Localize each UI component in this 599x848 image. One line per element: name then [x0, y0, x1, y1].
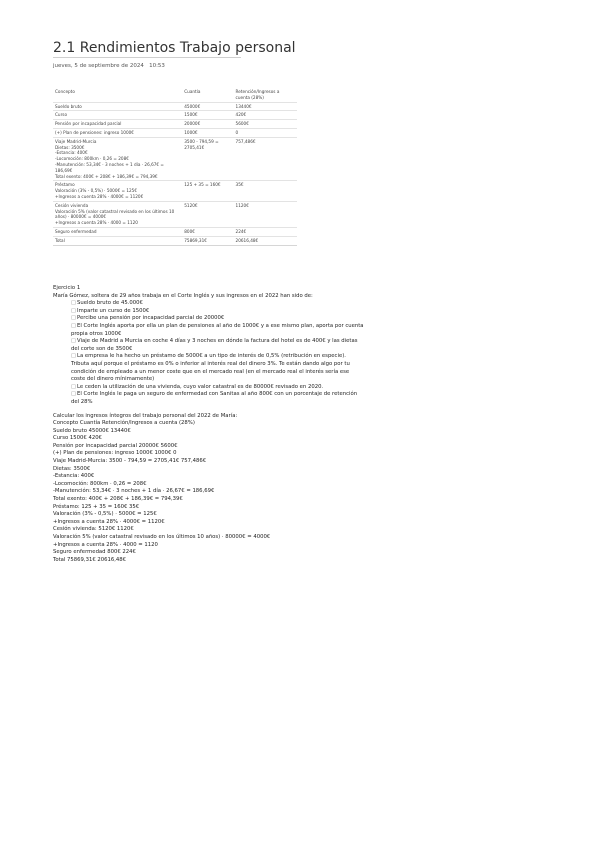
calculation-line: Sueldo bruto 45000€ 13440€	[53, 427, 131, 434]
cell-line: -Manutención: 53,34€ · 3 noches + 1 día · 26,67€ = 186,69€	[55, 161, 164, 173]
table-row	[53, 137, 297, 181]
calculation-line: Curso 1500€ 420€	[53, 435, 102, 442]
cell-line: -Estancia: 400€	[55, 150, 88, 156]
bullet-marker-icon: □	[71, 307, 77, 314]
table-row	[53, 227, 297, 236]
time-text: 10:53	[149, 63, 165, 69]
calculation-line: +Ingresos a cuenta 28% · 4000 = 1120	[53, 541, 158, 548]
cell-concepto	[53, 120, 182, 129]
bullet-marker-icon: □	[71, 353, 77, 360]
bullet-text: Le ceden la utilización de una vivienda, cuyo valor catastral es de 80000€ revisado en 2020.	[77, 383, 324, 390]
exercise-intro: María Gómez, soltera de 29 años trabaja en el Corte Inglés y sus ingresos en el 2022 han sido de:	[53, 292, 313, 299]
bullet-marker-icon: □	[71, 322, 77, 329]
calculation-line: Pensión por incapacidad parcial 20000€ 5600€	[53, 442, 178, 449]
date-text: jueves, 5 de septiembre de 2024	[53, 63, 144, 69]
cell-retencion: 0	[234, 128, 297, 137]
calculation-line: Viaje Madrid-Murcia: 3500 - 794,59 = 2705,41€ 757,486€	[53, 458, 207, 465]
cell-line: Seguro enfermedad	[55, 228, 97, 234]
calculation-line: -Locomoción: 800km · 0,26 = 208€	[53, 480, 147, 487]
cell-cuantia: 1000€	[182, 128, 233, 137]
cell-line: -Locomoción: 800km · 0,26 = 208€	[55, 156, 129, 162]
cell-cuantia: 1500€	[182, 111, 233, 120]
cell-line: Total exento: 400€ + 208€ + 186,39€ = 794,39€	[55, 173, 158, 179]
cell-concepto	[53, 181, 182, 201]
page-title: 2.1 Rendimientos Trabajo personal	[53, 40, 296, 56]
summary-table	[53, 88, 297, 246]
cell-line: +Ingresos a cuenta 28% · 4000€ = 1120€	[55, 193, 144, 199]
cell-cuantia: 75869,31€	[182, 236, 233, 245]
col-header-concepto: Concepto	[55, 89, 75, 94]
table-row	[53, 236, 297, 245]
bullet-item	[71, 338, 365, 353]
bullet-item	[71, 353, 365, 383]
calculation-line: -Estancia: 400€	[53, 473, 95, 480]
cell-line: Viaje Madrid-Murcia	[55, 138, 97, 144]
bullet-marker-icon: □	[71, 391, 77, 398]
cell-retencion: 35€	[234, 181, 297, 201]
cell-cuantia: 45000€	[182, 102, 233, 111]
bullet-item	[71, 323, 365, 338]
cell-concepto	[53, 227, 182, 236]
bullet-marker-icon: □	[71, 338, 77, 345]
bullet-marker-icon: □	[71, 383, 77, 390]
cell-retencion: 420€	[234, 111, 297, 120]
exercise-question: Calcular los ingresos íntegros del trabajo personal del 2022 de María:	[53, 412, 238, 419]
bullet-item	[71, 391, 365, 406]
table-row	[53, 120, 297, 129]
bullet-marker-icon: □	[71, 300, 77, 307]
cell-retencion: 20616,48€	[234, 236, 297, 245]
calculation-line: (+) Plan de pensiones: ingreso 1000€ 1000€ 0	[53, 450, 177, 457]
exercise-body	[53, 285, 365, 564]
bullet-text: La empresa le ha hecho un préstamo de 5000€ a un tipo de interés de 0,5% (retribución en especie). Tributa aquí porque el préstamo es 0% o inferior al interés real del dinero 3%. Te están dando algo por tu condición de empleado a un menor coste que en el mercado real (en el mercado real el interés sería ese coste del dinero mínimamente)	[71, 353, 350, 383]
cell-concepto	[53, 137, 182, 181]
calculation-line: -Manutención: 53,34€ · 3 noches + 1 día · 26,67€ = 186,69€	[53, 488, 215, 495]
table-row	[53, 201, 297, 227]
table-row	[53, 181, 297, 201]
calculation-line: Seguro enfermedad 800€ 224€	[53, 549, 136, 556]
cell-concepto	[53, 201, 182, 227]
calculation-line: Total 75869,31€ 20616,48€	[53, 556, 127, 563]
bullet-text: El Corte Inglés aporta por ella un plan de pensiones al año de 1000€ y a ese mismo plan, aporta por cuenta propia otros 1000€	[71, 322, 364, 337]
page-date	[53, 63, 165, 69]
cell-retencion: 13440€	[234, 102, 297, 111]
calculation-line: Dietas: 3500€	[53, 465, 91, 472]
cell-line: Valoración 5% (valor catastral revisado en los últimos 10 años) · 80000€ = 4000€	[55, 208, 175, 220]
cell-retencion: 224€	[234, 227, 297, 236]
cell-concepto	[53, 128, 182, 137]
cell-cuantia: 3500 - 794,59 = 2705,41€	[182, 137, 233, 181]
table-row	[53, 111, 297, 120]
table-row	[53, 102, 297, 111]
title-underline	[53, 57, 241, 58]
cell-line: Total	[55, 237, 65, 243]
cell-line: Dietas: 3500€	[55, 144, 85, 150]
bullet-text: El Corte Inglés le paga un seguro de enfermedad con Sanitas al año 800€ con un porcentaje de retención del 28%	[71, 391, 358, 405]
col-header-cuantia: Cuantía	[184, 89, 201, 94]
cell-concepto	[53, 236, 182, 245]
cell-retencion: 5600€	[234, 120, 297, 129]
bullet-marker-icon: □	[71, 315, 77, 322]
calculation-line: Cesión vivienda: 5120€ 1120€	[53, 526, 134, 533]
exercise-bullet-list	[53, 300, 365, 406]
cell-cuantia: 5120€	[182, 201, 233, 227]
cell-retencion: 757,486€	[234, 137, 297, 181]
cell-line: Valoración (3% - 0,5%) · 5000€ = 125€	[55, 188, 137, 194]
cell-line: Sueldo bruto	[55, 103, 82, 109]
table-header-row	[53, 88, 297, 102]
exercise-heading: Ejercicio 1	[53, 285, 81, 291]
calculation-line: Total exento: 400€ + 208€ + 186,39€ = 794,39€	[53, 496, 183, 503]
calculation-line: +Ingresos a cuenta 28% · 4000€ = 1120€	[53, 518, 165, 525]
cell-line: (+) Plan de pensiones: ingreso 1000€	[55, 129, 134, 135]
bullet-text: Imparte un curso de 1500€	[77, 307, 150, 314]
cell-line: Préstamo	[55, 182, 75, 188]
bullet-text: Viaje de Madrid a Murcia en coche 4 días y 3 noches en dónde la factura del hotel es de 400€ y las dietas del corte son de 3500€	[71, 338, 358, 352]
cell-line: +Ingresos a cuenta 28% · 4000 = 1120	[55, 220, 138, 226]
calculation-lines	[53, 420, 365, 564]
cell-line: Cesión vivienda	[55, 202, 89, 208]
bullet-text: Percibe una pensión por incapacidad parcial de 20000€	[77, 315, 225, 322]
cell-cuantia: 800€	[182, 227, 233, 236]
col-header-retencion: Retención/Ingresos a cuenta (28%)	[235, 89, 280, 100]
calculation-line: Concepto Cuantía Retención/Ingresos a cuenta (28%)	[53, 420, 195, 427]
cell-concepto	[53, 111, 182, 120]
calculation-line: Valoración 5% (valor catastral revisado en los últimos 10 años) · 80000€ = 4000€	[53, 534, 271, 540]
bullet-item	[71, 300, 365, 308]
bullet-item	[71, 315, 365, 323]
cell-retencion: 1120€	[234, 201, 297, 227]
cell-cuantia: 125 + 35 = 160€	[182, 181, 233, 201]
cell-cuantia: 20000€	[182, 120, 233, 129]
bullet-text: Sueldo bruto de 45.000€	[77, 300, 143, 307]
cell-concepto	[53, 102, 182, 111]
cell-line: Pensión por incapacidad parcial	[55, 121, 122, 127]
cell-line: Curso	[55, 112, 68, 118]
calculation-line: Préstamo: 125 + 35 = 160€ 35€	[53, 503, 140, 510]
calculation-line: Valoración (3% - 0,5%) · 5000€ = 125€	[53, 511, 157, 518]
table-row	[53, 128, 297, 137]
